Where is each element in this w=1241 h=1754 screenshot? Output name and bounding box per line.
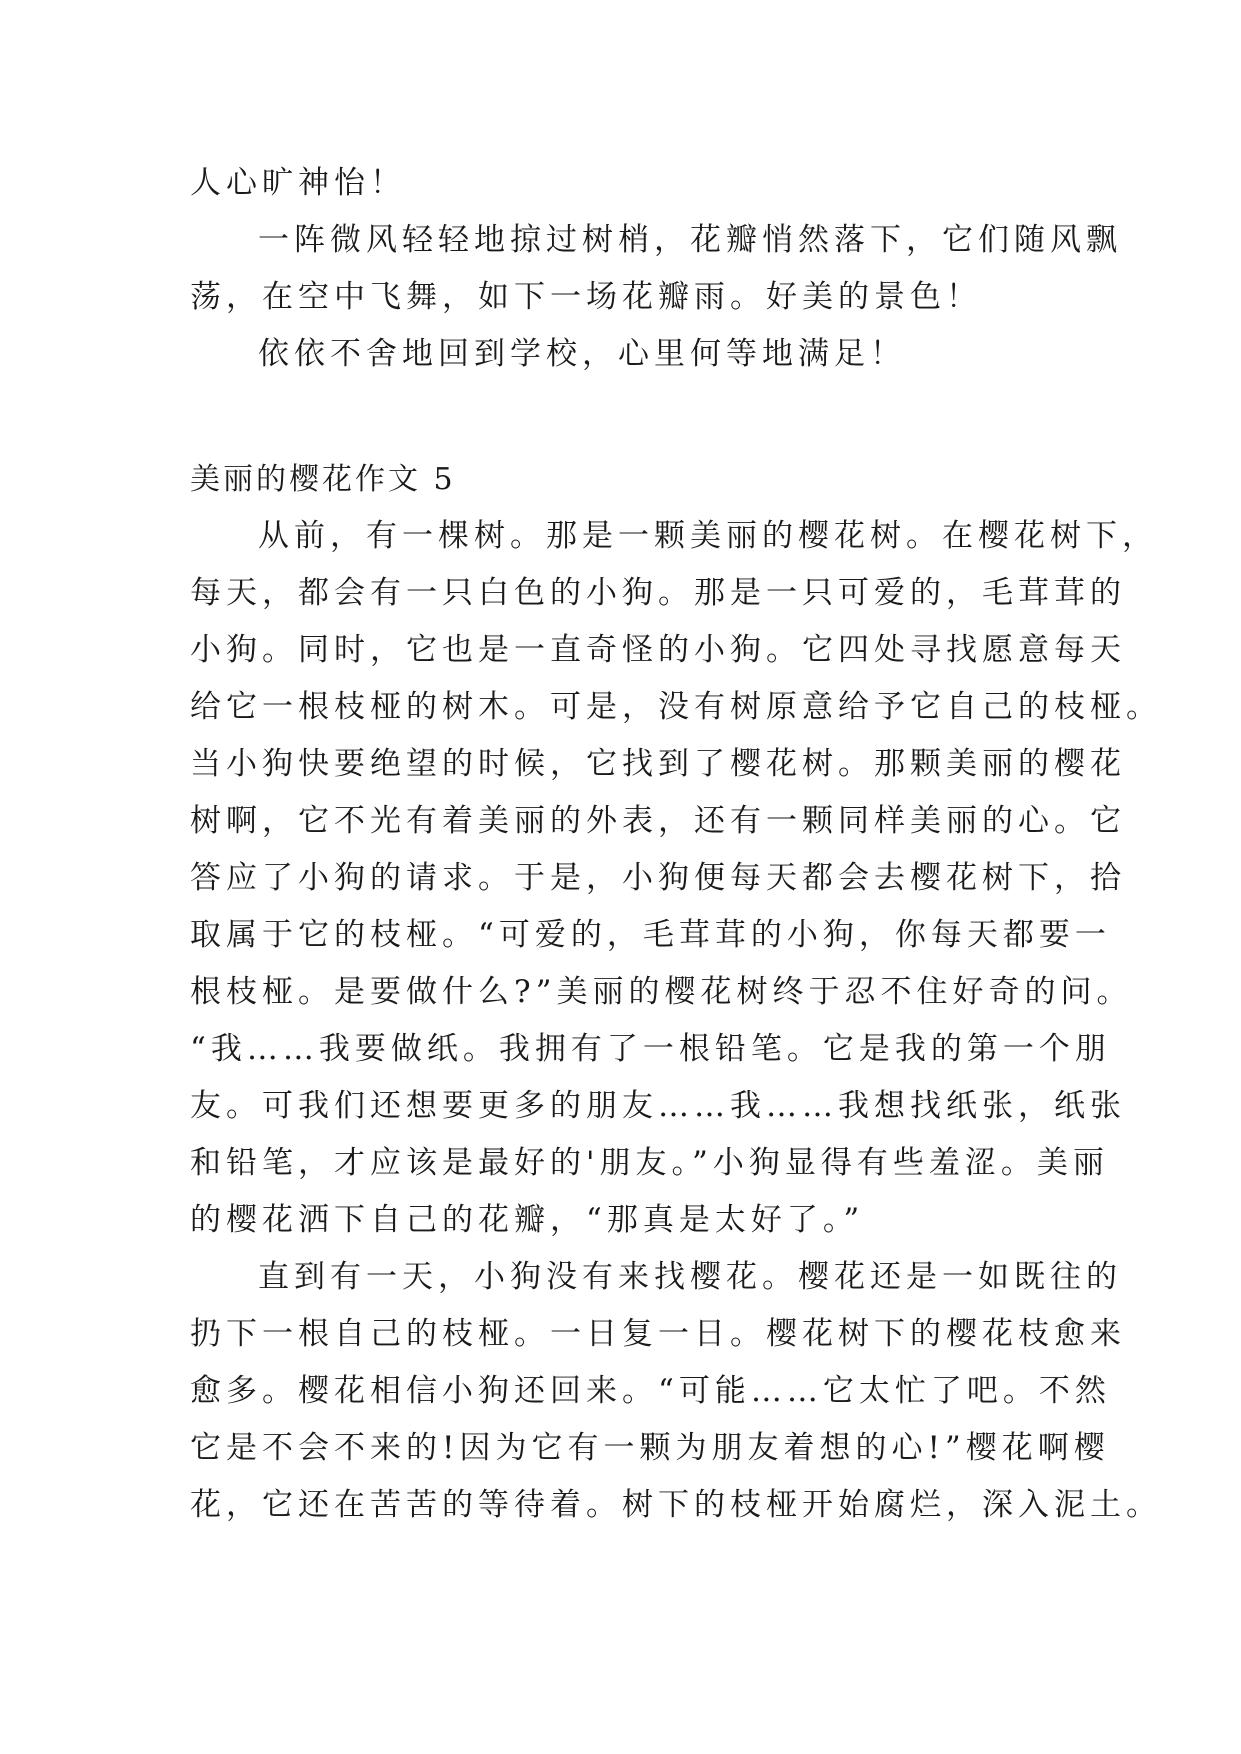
essay-title: 美丽的樱花作文 5 — [190, 462, 456, 497]
text-line: 花，它还在苦苦的等待着。树下的枝桠开始腐烂，深入泥土。 — [190, 1487, 1162, 1523]
text-line: 荡，在空中飞舞，如下一场花瓣雨。好美的景色！ — [190, 279, 982, 315]
paragraph-1 — [190, 508, 1162, 1249]
text-line: 人心旷神怡！ — [190, 165, 406, 201]
text-line: 直到有一天，小狗没有来找樱花。樱花还是一如既往的 — [258, 1259, 1122, 1295]
text-line: 给它一根枝桠的树木。可是，没有树原意给予它自己的枝桠。 — [190, 689, 1162, 725]
text-line: 依依不舍地回到学校，心里何等地满足！ — [258, 336, 906, 372]
text-line: 友。可我们还想要更多的朋友……我……我想找纸张，纸张 — [190, 1088, 1126, 1124]
text-line: 的樱花洒下自己的花瓣，“那真是太好了。” — [190, 1202, 865, 1238]
text-line: 扔下一根自己的枝桠。一日复一日。樱花树下的樱花枝愈来 — [190, 1316, 1126, 1352]
text-line: 每天，都会有一只白色的小狗。那是一只可爱的，毛茸茸的 — [190, 575, 1126, 611]
text-line: 当小狗快要绝望的时候，它找到了樱花树。那颗美丽的樱花 — [190, 746, 1126, 782]
paragraph-2 — [190, 1249, 1162, 1534]
text-line: 和铅笔，才应该是最好的'朋友。”小狗显得有些羞涩。美丽 — [190, 1145, 1109, 1181]
text-line: 从前，有一棵树。那是一颗美丽的樱花树。在樱花树下， — [258, 518, 1158, 554]
text-line: 答应了小狗的请求。于是，小狗便每天都会去樱花树下，拾 — [190, 860, 1126, 896]
text-line: 它是不会不来的!因为它有一颗为朋友着想的心!”樱花啊樱 — [190, 1430, 1110, 1466]
text-line: 小狗。同时，它也是一直奇怪的小狗。它四处寻找愿意每天 — [190, 632, 1126, 668]
text-line: “我……我要做纸。我拥有了一根铅笔。它是我的第一个朋 — [190, 1031, 1111, 1067]
text-line: 根枝桠。是要做什么?”美丽的樱花树终于忍不住好奇的问。 — [190, 974, 1133, 1010]
section-spacer — [190, 383, 1090, 451]
document-page — [190, 155, 1162, 1534]
text-line: 取属于它的枝桠。“可爱的，毛茸茸的小狗，你每天都要一 — [190, 917, 1111, 953]
text-line: 一阵微风轻轻地掠过树梢，花瓣悄然落下，它们随风飘 — [258, 222, 1122, 258]
text-line: 愈多。樱花相信小狗还回来。“可能……它太忙了吧。不然 — [190, 1373, 1111, 1409]
text-line: 树啊，它不光有着美丽的外表，还有一颗同样美丽的心。它 — [190, 803, 1126, 839]
